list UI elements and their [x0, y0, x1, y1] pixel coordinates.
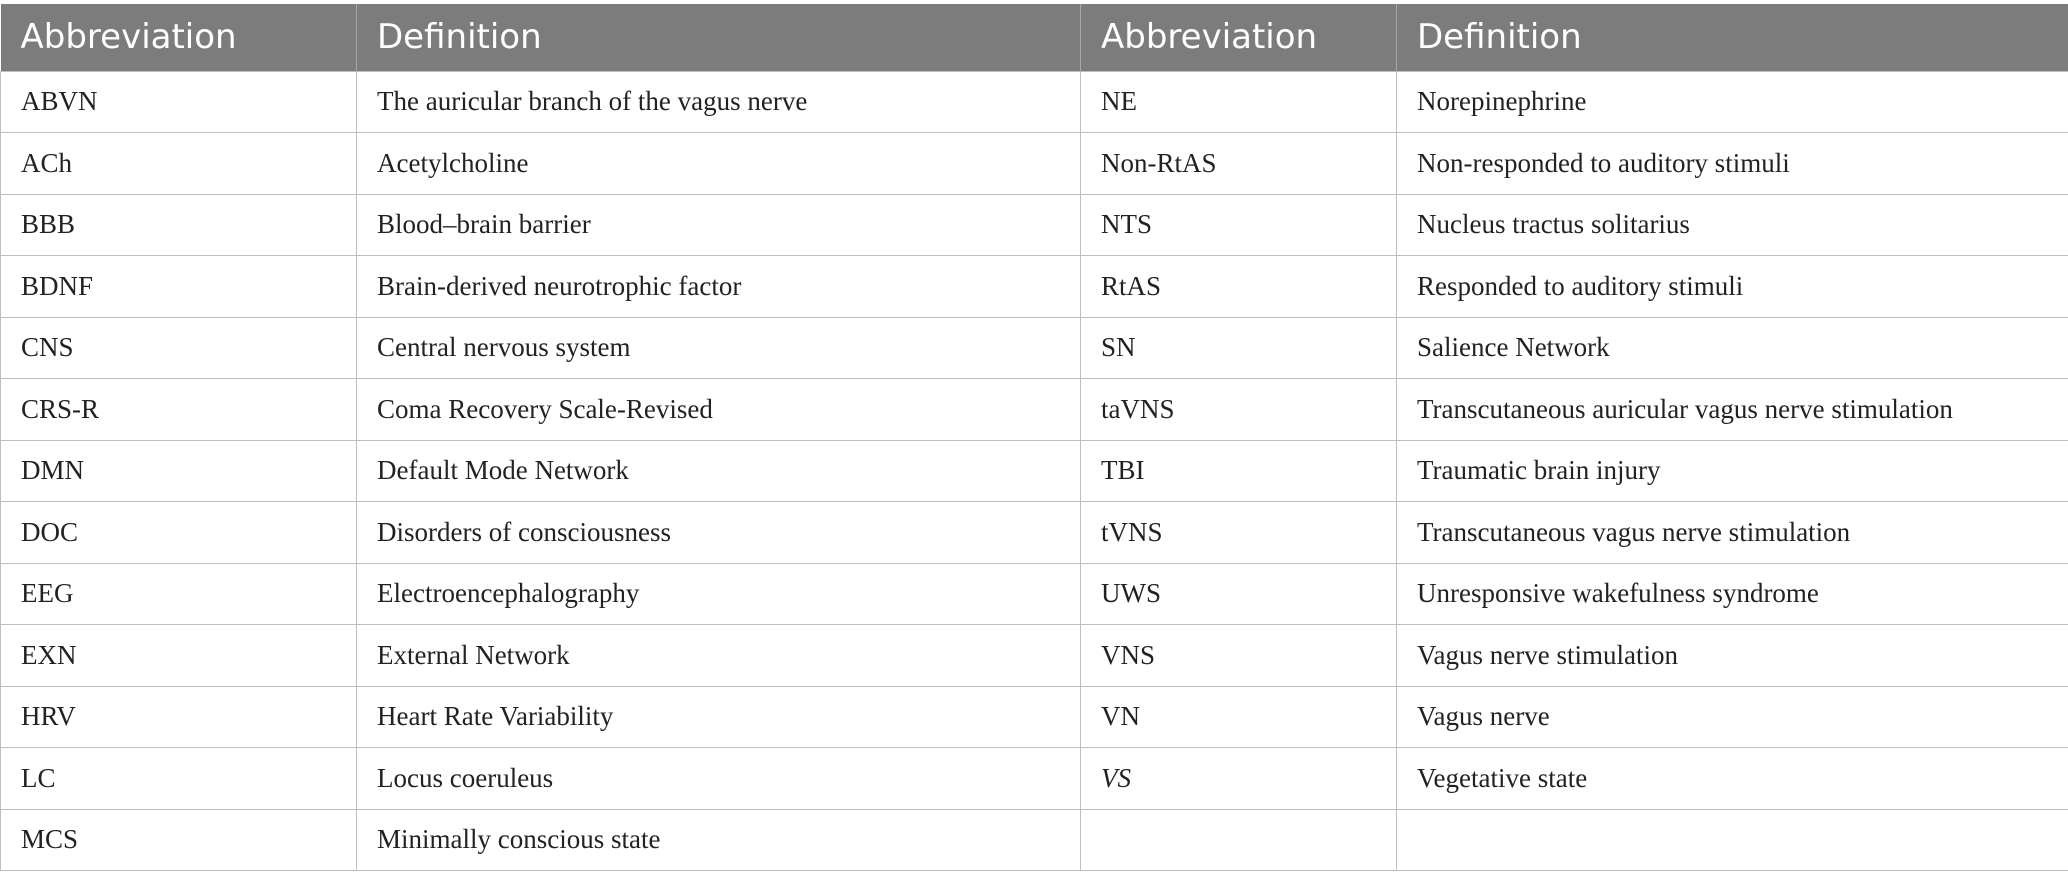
table-row	[1, 563, 2068, 625]
definition-cell: Default Mode Network	[357, 440, 1081, 502]
empty-cell	[1397, 809, 2068, 871]
table-row	[1, 317, 2068, 379]
header-definition-left: Definition	[357, 4, 1081, 71]
definition-cell: Vegetative state	[1397, 748, 2068, 810]
definition-cell: Transcutaneous auricular vagus nerve stimulation	[1397, 379, 2068, 441]
abbreviation-cell: NE	[1081, 71, 1397, 133]
table-row	[1, 502, 2068, 564]
abbreviation-cell: TBI	[1081, 440, 1397, 502]
abbreviation-cell: tVNS	[1081, 502, 1397, 564]
table-header	[1, 4, 2068, 71]
abbreviation-cell: MCS	[1, 809, 357, 871]
abbreviation-cell: RtAS	[1081, 256, 1397, 318]
abbreviation-cell: EXN	[1, 625, 357, 687]
header-row	[1, 4, 2068, 71]
abbreviation-cell: BBB	[1, 194, 357, 256]
table-row	[1, 440, 2068, 502]
abbreviations-table	[0, 4, 2068, 871]
abbreviation-cell: VS	[1081, 748, 1397, 810]
abbreviation-cell: UWS	[1081, 563, 1397, 625]
abbreviation-cell: HRV	[1, 686, 357, 748]
definition-cell: Nucleus tractus solitarius	[1397, 194, 2068, 256]
table-row	[1, 71, 2068, 133]
abbreviation-cell: ABVN	[1, 71, 357, 133]
table-row	[1, 256, 2068, 318]
definition-cell: The auricular branch of the vagus nerve	[357, 71, 1081, 133]
abbreviation-cell: DOC	[1, 502, 357, 564]
table-row	[1, 194, 2068, 256]
definition-cell: Electroencephalography	[357, 563, 1081, 625]
abbreviation-cell: CRS-R	[1, 379, 357, 441]
abbreviation-cell: CNS	[1, 317, 357, 379]
definition-cell: Unresponsive wakefulness syndrome	[1397, 563, 2068, 625]
definition-cell: Vagus nerve	[1397, 686, 2068, 748]
table-row	[1, 379, 2068, 441]
abbreviation-cell: BDNF	[1, 256, 357, 318]
header-abbreviation-left: Abbreviation	[1, 4, 357, 71]
definition-cell: Central nervous system	[357, 317, 1081, 379]
header-definition-right: Definition	[1397, 4, 2068, 71]
definition-cell: Non-responded to auditory stimuli	[1397, 133, 2068, 195]
definition-cell: Transcutaneous vagus nerve stimulation	[1397, 502, 2068, 564]
definition-cell: External Network	[357, 625, 1081, 687]
abbreviation-cell: DMN	[1, 440, 357, 502]
definition-cell: Brain-derived neurotrophic factor	[357, 256, 1081, 318]
definition-cell: Vagus nerve stimulation	[1397, 625, 2068, 687]
abbreviation-cell: ACh	[1, 133, 357, 195]
abbreviation-cell: EEG	[1, 563, 357, 625]
table-row	[1, 686, 2068, 748]
definition-cell: Norepinephrine	[1397, 71, 2068, 133]
abbreviation-cell: Non-RtAS	[1081, 133, 1397, 195]
empty-cell	[1081, 809, 1397, 871]
abbreviation-cell: taVNS	[1081, 379, 1397, 441]
definition-cell: Salience Network	[1397, 317, 2068, 379]
abbreviation-cell: NTS	[1081, 194, 1397, 256]
abbreviation-cell: SN	[1081, 317, 1397, 379]
definition-cell: Disorders of consciousness	[357, 502, 1081, 564]
abbreviation-cell: VNS	[1081, 625, 1397, 687]
abbreviation-cell: VN	[1081, 686, 1397, 748]
definition-cell: Responded to auditory stimuli	[1397, 256, 2068, 318]
definition-cell: Locus coeruleus	[357, 748, 1081, 810]
table-row	[1, 133, 2068, 195]
definition-cell: Coma Recovery Scale-Revised	[357, 379, 1081, 441]
definition-cell: Traumatic brain injury	[1397, 440, 2068, 502]
table-row	[1, 748, 2068, 810]
abbreviation-cell: LC	[1, 748, 357, 810]
table-body	[1, 71, 2068, 871]
definition-cell: Minimally conscious state	[357, 809, 1081, 871]
definition-cell: Blood–brain barrier	[357, 194, 1081, 256]
table-row	[1, 625, 2068, 687]
definition-cell: Heart Rate Variability	[357, 686, 1081, 748]
table-row	[1, 809, 2068, 871]
definition-cell: Acetylcholine	[357, 133, 1081, 195]
header-abbreviation-right: Abbreviation	[1081, 4, 1397, 71]
